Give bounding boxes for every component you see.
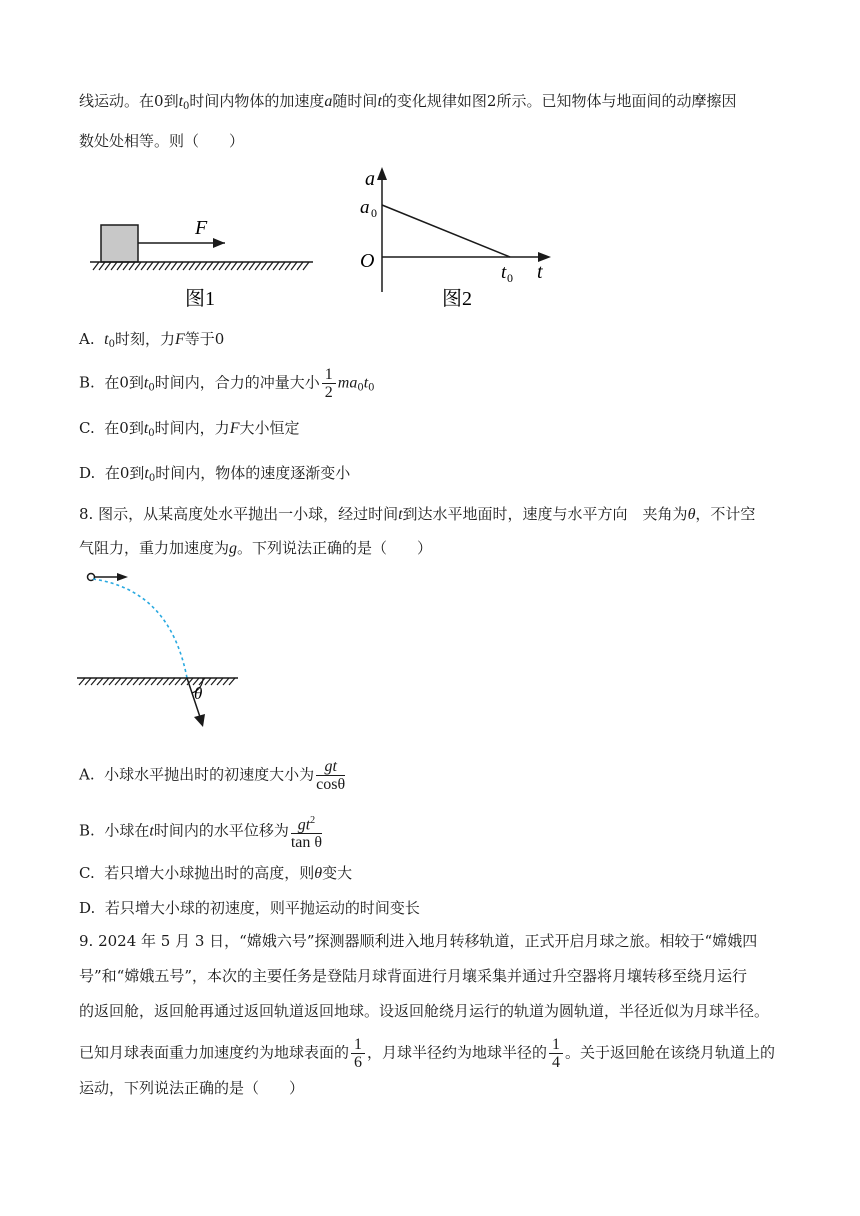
- var-g: g: [229, 540, 238, 557]
- text: 在: [104, 464, 120, 482]
- fraction: [291, 812, 322, 851]
- option-letter: B.: [79, 373, 95, 392]
- text: 小球在: [104, 821, 150, 840]
- text: 小球水平抛出时的初速度大小为: [104, 765, 315, 784]
- var-theta: θ: [314, 865, 323, 882]
- numerator: 1: [549, 1036, 563, 1054]
- ground-hatching: [79, 678, 235, 685]
- q7-option-c: [79, 417, 299, 445]
- numerator: 1: [322, 366, 336, 384]
- text: 时间内，力: [154, 419, 230, 437]
- text: ，月球半径约为地球半径的: [367, 1043, 548, 1062]
- block: [101, 225, 138, 262]
- acceleration-line: [382, 205, 510, 257]
- q8-option-c: [79, 862, 352, 885]
- option-letter: A.: [79, 330, 95, 348]
- text: 所示。已知物体与地面间的动摩擦因: [496, 92, 737, 110]
- var-t: t: [104, 331, 109, 348]
- arrowhead: [213, 238, 225, 248]
- var-ma: ma: [337, 374, 358, 392]
- q9-line4: [79, 1036, 775, 1071]
- denominator: tan θ: [290, 834, 323, 852]
- text: 大小恒定: [239, 419, 300, 437]
- a0-subscript: 0: [371, 206, 377, 220]
- var-t: t: [363, 374, 369, 392]
- arrowhead: [194, 714, 205, 727]
- var-t: t: [143, 420, 149, 437]
- var-F: F: [175, 331, 185, 348]
- q9-line2: 号”和“嫦娥五号”，本次的主要任务是登陆月球背面进行月壤采集并通过升空器将月壤转移至绕月运行: [79, 967, 748, 985]
- fraction-one-quarter: [549, 1036, 563, 1071]
- text: 到达水平地面时，速度与水平方向 夹角为: [402, 505, 688, 523]
- option-letter: C.: [79, 419, 95, 437]
- subscript: 0: [148, 382, 155, 394]
- q7-figure2: [355, 165, 565, 315]
- q8-stem-line2: [79, 537, 432, 560]
- t0-subscript: 0: [507, 271, 513, 285]
- text: 时间内，合力的冲量大小: [154, 373, 320, 392]
- text: 时间内，物体的速度逐渐变小: [155, 464, 351, 482]
- subscript: 0: [368, 382, 375, 394]
- y-arrowhead: [377, 167, 387, 180]
- text: 的变化规律如图: [381, 92, 487, 110]
- trajectory-curve: [93, 579, 187, 678]
- option-letter: B.: [79, 821, 95, 840]
- option-letter: A.: [79, 765, 95, 784]
- number: 0: [119, 464, 130, 482]
- q8-option-d: [79, 897, 420, 919]
- text: 等于: [184, 330, 215, 348]
- q9-line5: 运动，下列说法正确的是（ ）: [79, 1079, 305, 1097]
- fraction-half: [322, 366, 336, 401]
- text: 到: [129, 464, 145, 482]
- numerator: 1: [351, 1036, 365, 1054]
- denominator: 6: [354, 1054, 363, 1071]
- subscript: 0: [108, 339, 115, 350]
- subscript: 0: [148, 473, 156, 484]
- axis-label-t: t: [537, 261, 543, 283]
- text: 气阻力，重力加速度为: [79, 539, 230, 557]
- q8-option-a: [79, 758, 347, 793]
- q8-figure: [75, 565, 255, 740]
- denominator: 2: [324, 384, 333, 401]
- fraction: [316, 758, 345, 793]
- subscript: 0: [357, 382, 364, 394]
- text: 到: [128, 373, 144, 392]
- a0-label: a: [360, 197, 370, 218]
- numerator-text: gt: [297, 816, 311, 834]
- text: 线运动。在: [79, 92, 155, 110]
- axis-label-a: a: [365, 168, 375, 190]
- text: 时刻，力: [114, 330, 175, 348]
- figure-caption: 图2: [442, 288, 472, 310]
- text: 若只增大小球抛出时的高度，则: [104, 864, 315, 882]
- q8-option-b: [79, 812, 324, 851]
- var-t: t: [149, 822, 154, 840]
- option-letter: D.: [79, 899, 96, 917]
- t0-label: t: [501, 262, 507, 283]
- ground-hatching: [93, 262, 309, 270]
- q9-line1: 9. 2024 年 5 月 3 日，“嫦娥六号”探测器顺利进入地月转移轨道，正式开启月球之旅。相较于“嫦娥四: [79, 932, 758, 950]
- q9-line3: 的返回舱，返回舱再通过返回轨道返回地球。设返回舱绕月运行的轨道为圆轨道，半径近似为月球半径。: [79, 1002, 770, 1020]
- q7-option-b: [79, 366, 375, 401]
- text: 在: [104, 373, 120, 392]
- denominator: cosθ: [316, 776, 346, 793]
- q8-stem-line1: [79, 503, 755, 526]
- number: 0: [119, 419, 129, 437]
- var-theta: θ: [687, 506, 696, 523]
- number: 0: [119, 373, 129, 392]
- origin-label: O: [360, 250, 375, 272]
- var-F: F: [229, 420, 240, 437]
- text: 。下列说法正确的是（ ）: [237, 539, 433, 557]
- text: 在: [104, 419, 120, 437]
- var-t: t: [377, 93, 382, 110]
- q7-option-d: [79, 462, 350, 490]
- q7-option-a: [79, 328, 224, 356]
- force-label: F: [195, 217, 208, 239]
- text: 到: [163, 92, 179, 110]
- var-t: t: [143, 374, 149, 392]
- q7-figure1: [85, 205, 325, 315]
- text: 。关于返回舱在该绕月轨道上的: [565, 1043, 776, 1062]
- q7-stem-line2: 数处处相等。则（ ）: [79, 132, 245, 150]
- number: 0: [154, 92, 164, 110]
- text: 时间内的水平位移为: [153, 821, 289, 840]
- superscript: 2: [310, 815, 316, 826]
- arrowhead: [117, 573, 128, 581]
- numerator: [291, 812, 322, 834]
- fraction-one-sixth: [351, 1036, 365, 1071]
- var-t: t: [398, 506, 403, 523]
- subscript: 0: [183, 101, 190, 112]
- text: ，不计空: [695, 505, 756, 523]
- figure-caption: 图1: [185, 288, 215, 310]
- text: 已知月球表面重力加速度约为地球表面的: [79, 1043, 350, 1062]
- text: 若只增大小球的初速度，则平抛运动的时间变长: [104, 899, 420, 917]
- text: 8. 图示，从某高度处水平抛出一小球，经过时间: [79, 505, 399, 523]
- number: 2: [486, 92, 497, 110]
- angle-label: θ: [194, 684, 203, 703]
- subscript: 0: [148, 428, 155, 439]
- var-a: a: [324, 93, 333, 110]
- var-t: t: [178, 93, 184, 110]
- text: 随时间: [332, 92, 378, 110]
- q7-stem-line1: [79, 90, 736, 118]
- text: 到: [128, 419, 144, 437]
- number: 0: [214, 330, 225, 348]
- option-letter: D.: [79, 464, 96, 482]
- denominator: 4: [552, 1054, 561, 1071]
- text: 时间内物体的加速度: [189, 92, 325, 110]
- text: 变大: [322, 864, 353, 882]
- option-letter: C.: [79, 864, 95, 882]
- var-t: t: [144, 465, 149, 482]
- numerator: gt: [316, 758, 345, 776]
